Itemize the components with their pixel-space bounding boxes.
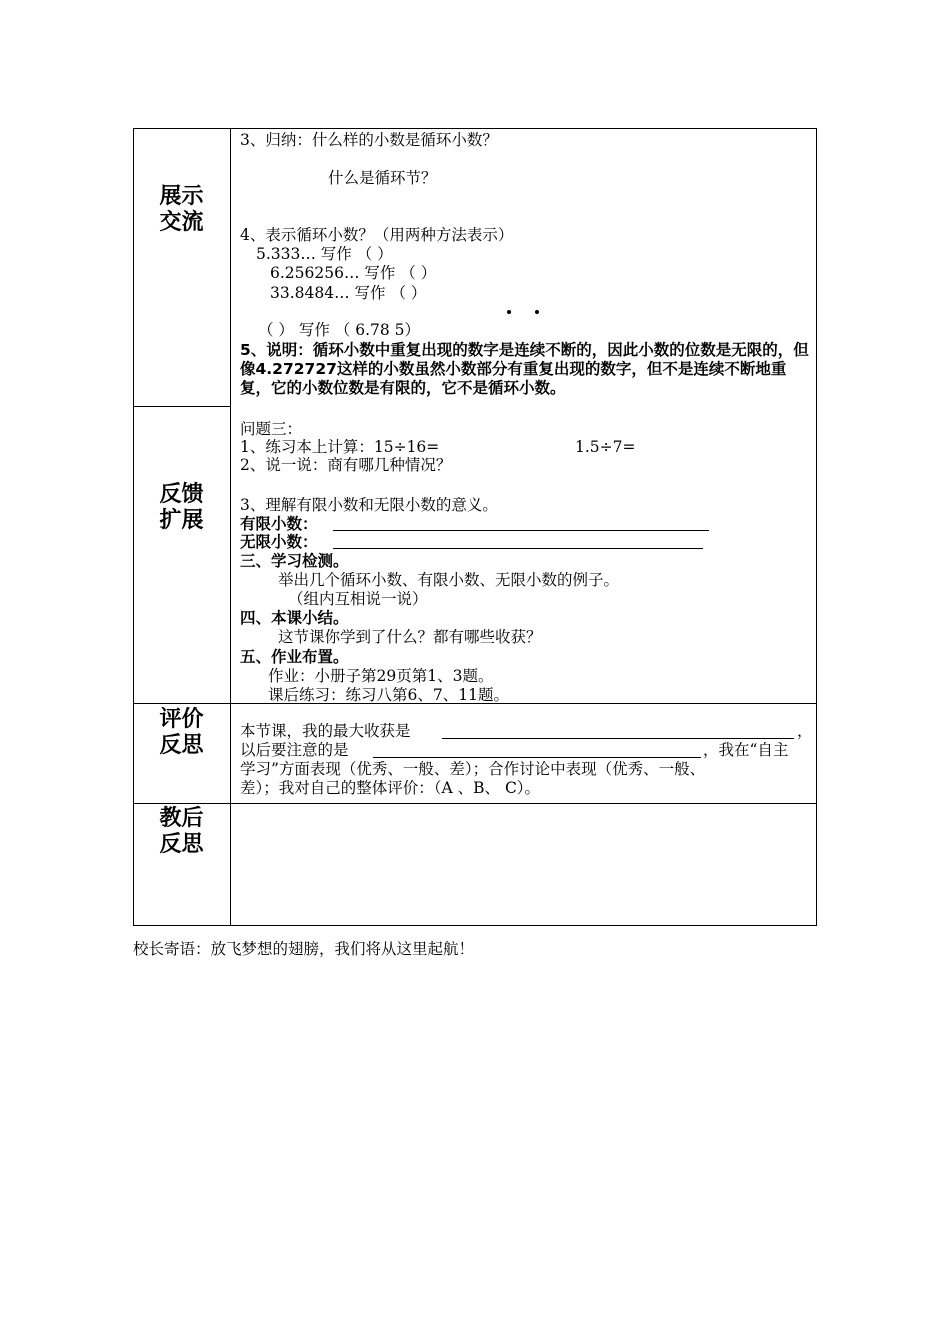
label-line: 评价 bbox=[159, 707, 204, 732]
principal-message: 校长寄语：放飞梦想的翅膀，我们将从这里起航！ bbox=[133, 940, 475, 958]
row-divider-3 bbox=[133, 803, 817, 804]
repeat-dot-mark bbox=[507, 310, 511, 314]
after-class-exercise-line: 课后练习：练习八第6、7、11题。 bbox=[268, 686, 509, 704]
infinite-decimal-label: 无限小数： bbox=[240, 533, 318, 551]
gain-prompt: 本节课，我的最大收获是 bbox=[240, 722, 411, 740]
label-line: 交流 bbox=[159, 210, 204, 235]
infinite-answer-line bbox=[333, 548, 703, 549]
practice-item-1: 1、练习本上计算：15÷16= bbox=[240, 438, 440, 456]
label-feedback-extension bbox=[133, 482, 230, 534]
label-line: 反馈 bbox=[159, 482, 204, 507]
label-line: 反思 bbox=[159, 832, 204, 857]
practice-item-1b: 1.5÷7= bbox=[575, 438, 636, 456]
label-line: 扩展 bbox=[159, 508, 204, 533]
section-five-title: 五、作业布置。 bbox=[240, 648, 349, 666]
q4-title: 4、表示循环小数？（用两种方法表示） bbox=[240, 226, 514, 244]
attention-prompt: 以后要注意的是 bbox=[240, 741, 349, 759]
label-evaluation-reflection bbox=[133, 707, 230, 759]
section-four-title: 四、本课小结。 bbox=[240, 609, 349, 627]
section-four-line-1: 这节课你学到了什么？都有哪些收获？ bbox=[278, 628, 542, 646]
q4-row-1: 5.333… 写作 （ ） bbox=[256, 245, 393, 263]
label-line: 反思 bbox=[159, 733, 204, 758]
q4-row-2: 6.256256… 写作 （ ） bbox=[270, 264, 437, 282]
label-line: 展示 bbox=[159, 184, 204, 209]
label-display-exchange bbox=[133, 184, 230, 236]
finite-decimal-label: 有限小数： bbox=[240, 515, 318, 533]
homework-line: 作业：小册子第29页第1、3题。 bbox=[268, 667, 494, 685]
self-study-prompt: ，我在“自主 bbox=[703, 741, 789, 759]
attention-answer-line bbox=[373, 757, 701, 758]
q4-row-4: （ ） 写作 （ 6.78 5） bbox=[258, 321, 421, 339]
section-three-line-2: （组内互相说一说） bbox=[288, 590, 428, 608]
problem-three-title: 问题三： bbox=[240, 420, 303, 438]
q3-summary: 3、归纳：什么样的小数是循环小数？ bbox=[240, 131, 498, 149]
finite-answer-line bbox=[333, 530, 709, 531]
q4-row-3: 33.8484… 写作 （ ） bbox=[270, 284, 427, 302]
q3-cycle-question: 什么是循环节？ bbox=[328, 169, 437, 187]
section-three-line-1: 举出几个循环小数、有限小数、无限小数的例子。 bbox=[278, 571, 620, 589]
row-divider-1 bbox=[133, 406, 230, 407]
gain-answer-line bbox=[442, 738, 794, 739]
repeat-dot-mark bbox=[535, 310, 539, 314]
q5-explanation: 5、说明：循环小数中重复出现的数字是连续不断的，因此小数的位数是无限的，但像4.272727这样的小数虽然小数部分有重复出现的数字，但不是连续不断地重复，它的小数位数是有限的，它不是循环小数。 bbox=[240, 341, 809, 397]
gain-comma: ， bbox=[797, 722, 813, 740]
practice-item-2: 2、说一说：商有哪几种情况？ bbox=[240, 456, 452, 474]
performance-line: 学习”方面表现（优秀、一般、差）；合作讨论中表现（优秀、一般、 bbox=[240, 760, 706, 778]
label-line: 教后 bbox=[159, 806, 204, 831]
section-three-title: 三、学习检测。 bbox=[240, 552, 349, 570]
column-divider bbox=[230, 128, 231, 926]
practice-item-3: 3、理解有限小数和无限小数的意义。 bbox=[240, 496, 498, 514]
overall-evaluation-line: 差）；我对自己的整体评价：（A 、B、 C）。 bbox=[240, 779, 541, 797]
label-post-teaching-reflection bbox=[133, 806, 230, 858]
lesson-table bbox=[133, 128, 817, 926]
